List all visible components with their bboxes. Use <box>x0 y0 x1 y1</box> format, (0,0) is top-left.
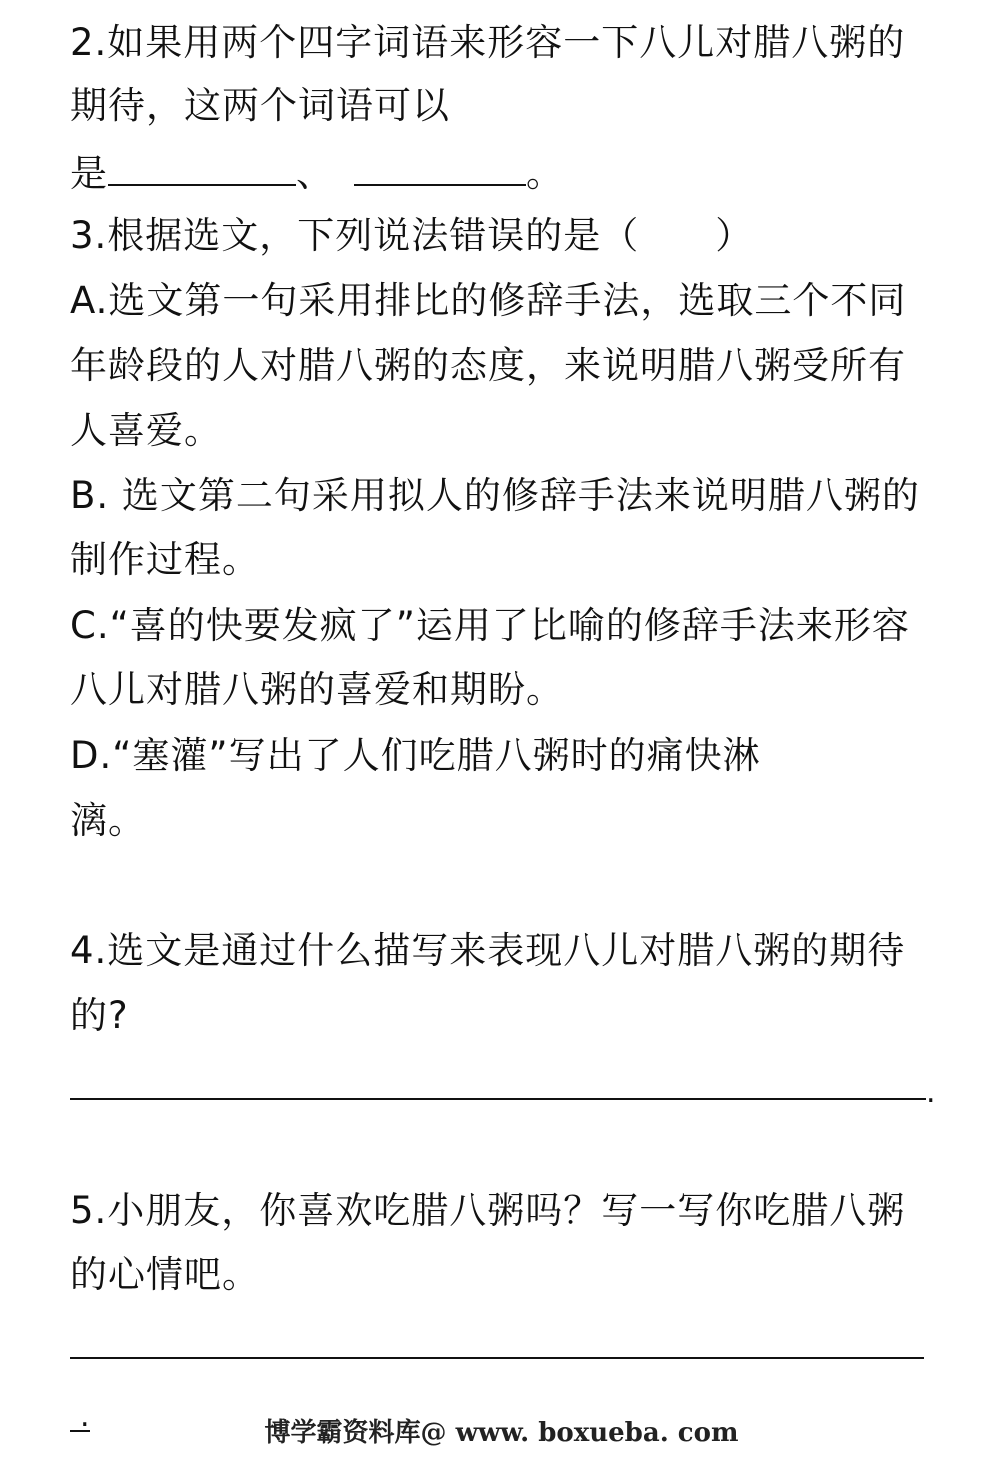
q3-option-d-line-1: D.“塞灌”写出了人们吃腊八粥时的痛快淋 <box>70 734 761 777</box>
q3-option-b-line-2: 制作过程。 <box>70 538 260 581</box>
q2-blank-1[interactable] <box>108 150 296 186</box>
q3-option-c-line-2: 八儿对腊八粥的喜爱和期盼。 <box>70 668 564 711</box>
q2-line-1: 2.如果用两个四字词语来形容一下八儿对腊八粥的 <box>70 21 906 64</box>
q2-line-3 <box>70 150 564 197</box>
q5-end-mark: . <box>80 1399 90 1434</box>
q4-answer-line[interactable] <box>70 1098 926 1100</box>
q3-option-d-line-2: 漓。 <box>70 799 146 842</box>
q3-option-c-line-1: C.“喜的快要发疯了”运用了比喻的修辞手法来形容 <box>70 604 910 647</box>
q2-line-2: 期待，这两个词语可以 <box>70 84 450 127</box>
q3-option-a-line-2: 年龄段的人对腊八粥的态度，来说明腊八粥受所有 <box>70 344 906 387</box>
q3-option-a-line-1: A.选文第一句采用排比的修辞手法，选取三个不同 <box>70 279 907 322</box>
q2-blank-2[interactable] <box>354 150 526 186</box>
q5-line-2: 的心情吧。 <box>70 1253 260 1296</box>
q2-line-3-prefix: 是 <box>70 152 108 195</box>
q4-line-2: 的? <box>70 994 129 1037</box>
q5-line-1: 5.小朋友，你喜欢吃腊八粥吗？写一写你吃腊八粥 <box>70 1189 906 1232</box>
q4-end-mark: . <box>926 1075 936 1110</box>
q5-answer-line[interactable] <box>70 1357 924 1359</box>
q3-option-a-line-3: 人喜爱。 <box>70 409 222 452</box>
watermark: 博学霸资料库@ www. boxueba. com <box>264 1418 739 1448</box>
q2-end: 。 <box>526 152 564 195</box>
q4-line-1: 4.选文是通过什么描写来表现八儿对腊八粥的期待 <box>70 929 906 972</box>
q3-stem: 3.根据选文，下列说法错误的是（ ） <box>70 214 754 257</box>
q3-option-b-line-1: B. 选文第二句采用拟人的修辞手法来说明腊八粥的 <box>70 474 920 517</box>
q2-separator: 、 <box>296 152 334 195</box>
